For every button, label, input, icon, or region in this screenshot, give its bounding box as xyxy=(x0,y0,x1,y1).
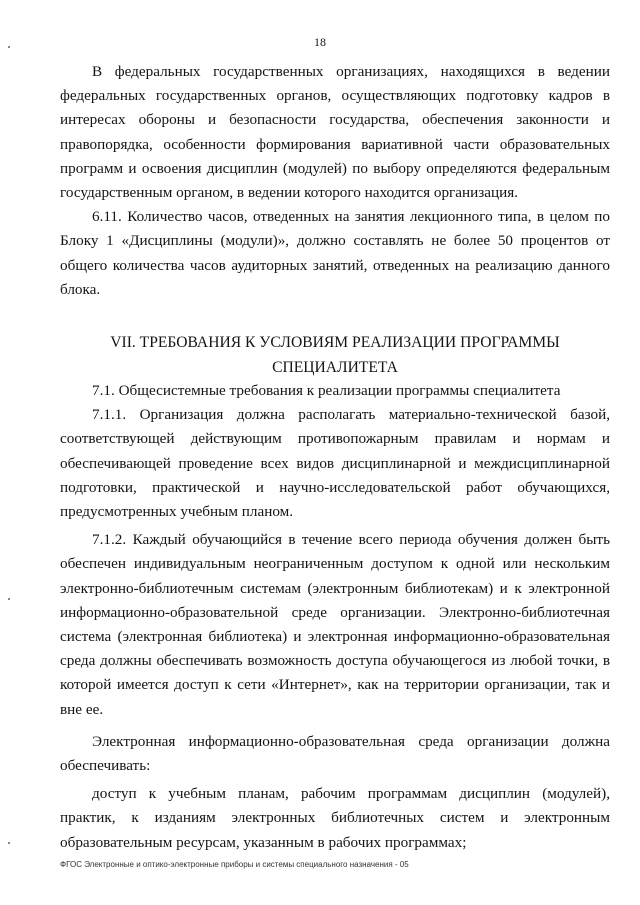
section-heading xyxy=(60,330,610,380)
paragraph-7-1-2: 7.1.2. Каждый обучающийся в течение всего периода обучения должен быть обеспечен индивидуальным неограниченным доступом к одной или нескольким электронно-библиотечным системам (электронным библиотекам) и к электронной информационно-образовательной среде организации. Электронно-библиотечная система (электронная библиотека) и электронная информационно-образовательная среда должны обеспечивать возможность доступа обучающегося из любой точки, в которой имеется доступ к сети «Интернет», как на территории организации, так и вне ее. xyxy=(60,531,610,718)
paragraph-federal-organizations: В федеральных государственных организациях, находящихся в ведении федеральных государственных органов, осуществляющих подготовку кадров в интересах обороны и безопасности государства, обеспечения законности и правопорядка, особенности формирования вариативной части образовательных программ и освоения дисциплин (модулей) по выбору определяются федеральным государственным органом, в ведении которого находится организация. xyxy=(60,63,610,202)
section-heading-line-1: VII. ТРЕБОВАНИЯ К УСЛОВИЯМ РЕАЛИЗАЦИИ ПРОГРАММЫ xyxy=(110,334,560,351)
page-footer: ФГОС Электронные и оптико-электронные приборы и системы специального назначения - 05 xyxy=(60,860,409,869)
body-text-top xyxy=(60,60,610,302)
section-heading-line-2: СПЕЦИАЛИТЕТА xyxy=(272,359,398,376)
section-body xyxy=(60,379,610,855)
scan-mark xyxy=(8,598,10,600)
scan-mark xyxy=(8,842,10,844)
page-number: 18 xyxy=(314,35,326,49)
paragraph-6-11: 6.11. Количество часов, отведенных на занятия лекционного типа, в целом по Блоку 1 «Дисциплины (модули)», должно составлять не более 50 процентов от общего количества часов аудиторных занятий, отведенных на реализацию данного блока. xyxy=(60,208,610,298)
paragraph-access: доступ к учебным планам, рабочим программам дисциплин (модулей), практик, к изданиям электронных библиотечных систем и электронным образовательным ресурсам, указанным в рабочих программах; xyxy=(60,785,610,851)
paragraph-7-1-1: 7.1.1. Организация должна располагать материально-технической базой, соответствующей действующим противопожарным правилам и нормам и обеспечивающей проведение всех видов дисциплинарной и междисциплинарной подготовки, практической и научно-исследовательской работ обучающихся, предусмотренных учебным планом. xyxy=(60,406,610,521)
paragraph-eios: Электронная информационно-образовательная среда организации должна обеспечивать: xyxy=(60,732,610,775)
paragraph-7-1: 7.1. Общесистемные требования к реализации программы специалитета xyxy=(92,382,561,399)
